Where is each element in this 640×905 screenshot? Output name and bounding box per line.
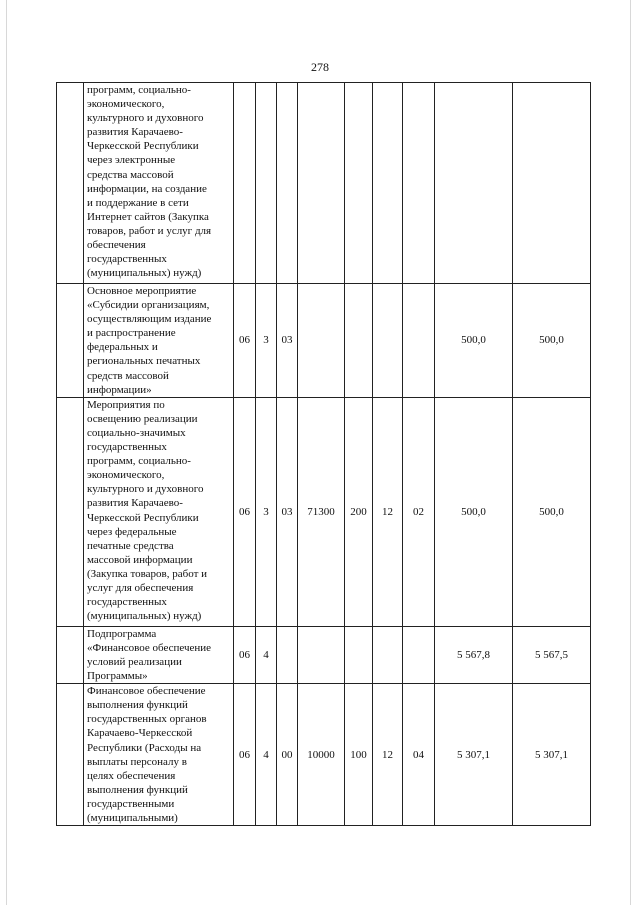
expense-type-cell	[345, 83, 373, 284]
direction-cell	[298, 284, 345, 398]
program-cell	[277, 83, 298, 284]
direction-cell	[298, 626, 345, 683]
row-number-cell	[57, 684, 84, 826]
description-line: информации»	[87, 383, 152, 396]
description-line: выполнения функций	[87, 699, 188, 712]
section-cell: 06	[234, 397, 256, 626]
description-line: освещению реализации	[87, 412, 198, 425]
description-line: Мероприятия по	[87, 398, 165, 411]
amount-2-cell: 5 567,5	[513, 626, 591, 683]
code-b-cell	[403, 284, 435, 398]
row-number-cell	[57, 83, 84, 284]
description-line: обеспечения	[87, 239, 146, 252]
description-line: средств массовой	[87, 369, 169, 382]
description-line: массовой информации	[87, 553, 193, 566]
amount-1-cell	[435, 83, 513, 284]
description-cell	[84, 83, 234, 284]
expense-type-cell: 200	[345, 397, 373, 626]
code-a-cell	[373, 83, 403, 284]
scan-edge-left	[6, 0, 7, 905]
page-number: 278	[311, 60, 329, 74]
description-line: Черкесской Республики	[87, 140, 199, 153]
description-line: услуг для обеспечения	[87, 581, 194, 594]
description-line: и распространение	[87, 327, 176, 340]
description-line: Программы»	[87, 670, 148, 683]
description-line: культурного и духовного	[87, 483, 204, 496]
section-cell: 06	[234, 284, 256, 398]
table-row	[57, 397, 591, 626]
description-line: средства массовой	[87, 168, 174, 181]
description-line: социально-значимых	[87, 426, 186, 439]
description-line: Основное мероприятие	[87, 285, 197, 297]
description-cell	[84, 684, 234, 826]
description-line: Финансовое обеспечение	[87, 685, 206, 698]
description-line: товаров, работ и услуг для	[87, 224, 212, 237]
description-line: (Закупка товаров, работ и	[87, 567, 208, 580]
description-line: Интернет сайтов (Закупка	[87, 210, 209, 223]
description-line: Карачаево-Черкесской	[87, 727, 193, 740]
expense-type-cell	[345, 284, 373, 398]
description-line: Республики (Расходы на	[87, 741, 202, 754]
code-b-cell	[403, 626, 435, 683]
description-line: экономического,	[87, 469, 165, 482]
subsection-cell: 3	[256, 284, 277, 398]
row-number-cell	[57, 626, 84, 683]
code-b-cell: 02	[403, 397, 435, 626]
description-line: через федеральные	[87, 525, 177, 538]
code-a-cell: 12	[373, 397, 403, 626]
row-number-cell	[57, 284, 84, 398]
subsection-cell: 3	[256, 397, 277, 626]
amount-1-cell: 500,0	[435, 397, 513, 626]
description-line: развития Карачаево-	[87, 497, 183, 510]
description-line: программ, социально-	[87, 455, 191, 468]
section-cell	[234, 83, 256, 284]
description-line: (муниципальных) нужд)	[87, 267, 202, 280]
description-line: Черкесской Республики	[87, 511, 199, 524]
description-line: федеральных и	[87, 341, 158, 354]
row-number-cell	[57, 397, 84, 626]
description-line: осуществляющим издание	[87, 313, 212, 326]
program-cell	[277, 626, 298, 683]
description-line: выполнения функций	[87, 783, 188, 796]
description-line: печатные средства	[87, 539, 174, 552]
description-line: региональных печатных	[87, 355, 201, 368]
table-row	[57, 83, 591, 284]
description-line: через электронные	[87, 154, 176, 167]
code-a-cell	[373, 626, 403, 683]
description-line: государственных	[87, 253, 167, 266]
description-line: государственных органов	[87, 713, 207, 726]
description-line: (муниципальных) нужд)	[87, 610, 202, 623]
expense-type-cell: 100	[345, 684, 373, 826]
program-cell: 03	[277, 284, 298, 398]
description-line: государственных	[87, 596, 167, 609]
code-b-cell: 04	[403, 684, 435, 826]
description-line: условий реализации	[87, 655, 182, 668]
description-line: целях обеспечения	[87, 769, 176, 782]
description-line: Подпрограмма	[87, 627, 157, 640]
description-line: экономического,	[87, 98, 165, 111]
program-cell: 00	[277, 684, 298, 826]
description-line: (муниципальными)	[87, 811, 178, 824]
amount-1-cell: 500,0	[435, 284, 513, 398]
amount-1-cell: 5 567,8	[435, 626, 513, 683]
description-line: развития Карачаево-	[87, 126, 183, 139]
description-line: программ, социально-	[87, 84, 191, 96]
expense-type-cell	[345, 626, 373, 683]
code-b-cell	[403, 83, 435, 284]
table-row	[57, 284, 591, 398]
subsection-cell: 4	[256, 626, 277, 683]
direction-cell: 10000	[298, 684, 345, 826]
description-line: и поддержание в сети	[87, 196, 189, 209]
table-row	[57, 684, 591, 826]
table-row	[57, 626, 591, 683]
amount-2-cell	[513, 83, 591, 284]
description-line: культурного и духовного	[87, 112, 204, 125]
description-cell	[84, 626, 234, 683]
direction-cell: 71300	[298, 397, 345, 626]
amount-2-cell: 500,0	[513, 284, 591, 398]
amount-1-cell: 5 307,1	[435, 684, 513, 826]
description-line: информации, на создание	[87, 182, 207, 195]
subsection-cell: 4	[256, 684, 277, 826]
program-cell: 03	[277, 397, 298, 626]
description-line: выплаты персоналу в	[87, 755, 187, 768]
code-a-cell	[373, 284, 403, 398]
description-line: государственными	[87, 797, 175, 810]
direction-cell	[298, 83, 345, 284]
budget-table	[56, 82, 591, 826]
description-cell	[84, 284, 234, 398]
subsection-cell	[256, 83, 277, 284]
amount-2-cell: 500,0	[513, 397, 591, 626]
scan-edge-right	[630, 0, 631, 905]
amount-2-cell: 5 307,1	[513, 684, 591, 826]
code-a-cell: 12	[373, 684, 403, 826]
description-cell	[84, 397, 234, 626]
description-line: «Финансовое обеспечение	[87, 641, 212, 654]
section-cell: 06	[234, 626, 256, 683]
description-line: «Субсидии организациям,	[87, 299, 210, 312]
table-body	[57, 83, 591, 826]
description-line: государственных	[87, 441, 167, 454]
section-cell: 06	[234, 684, 256, 826]
